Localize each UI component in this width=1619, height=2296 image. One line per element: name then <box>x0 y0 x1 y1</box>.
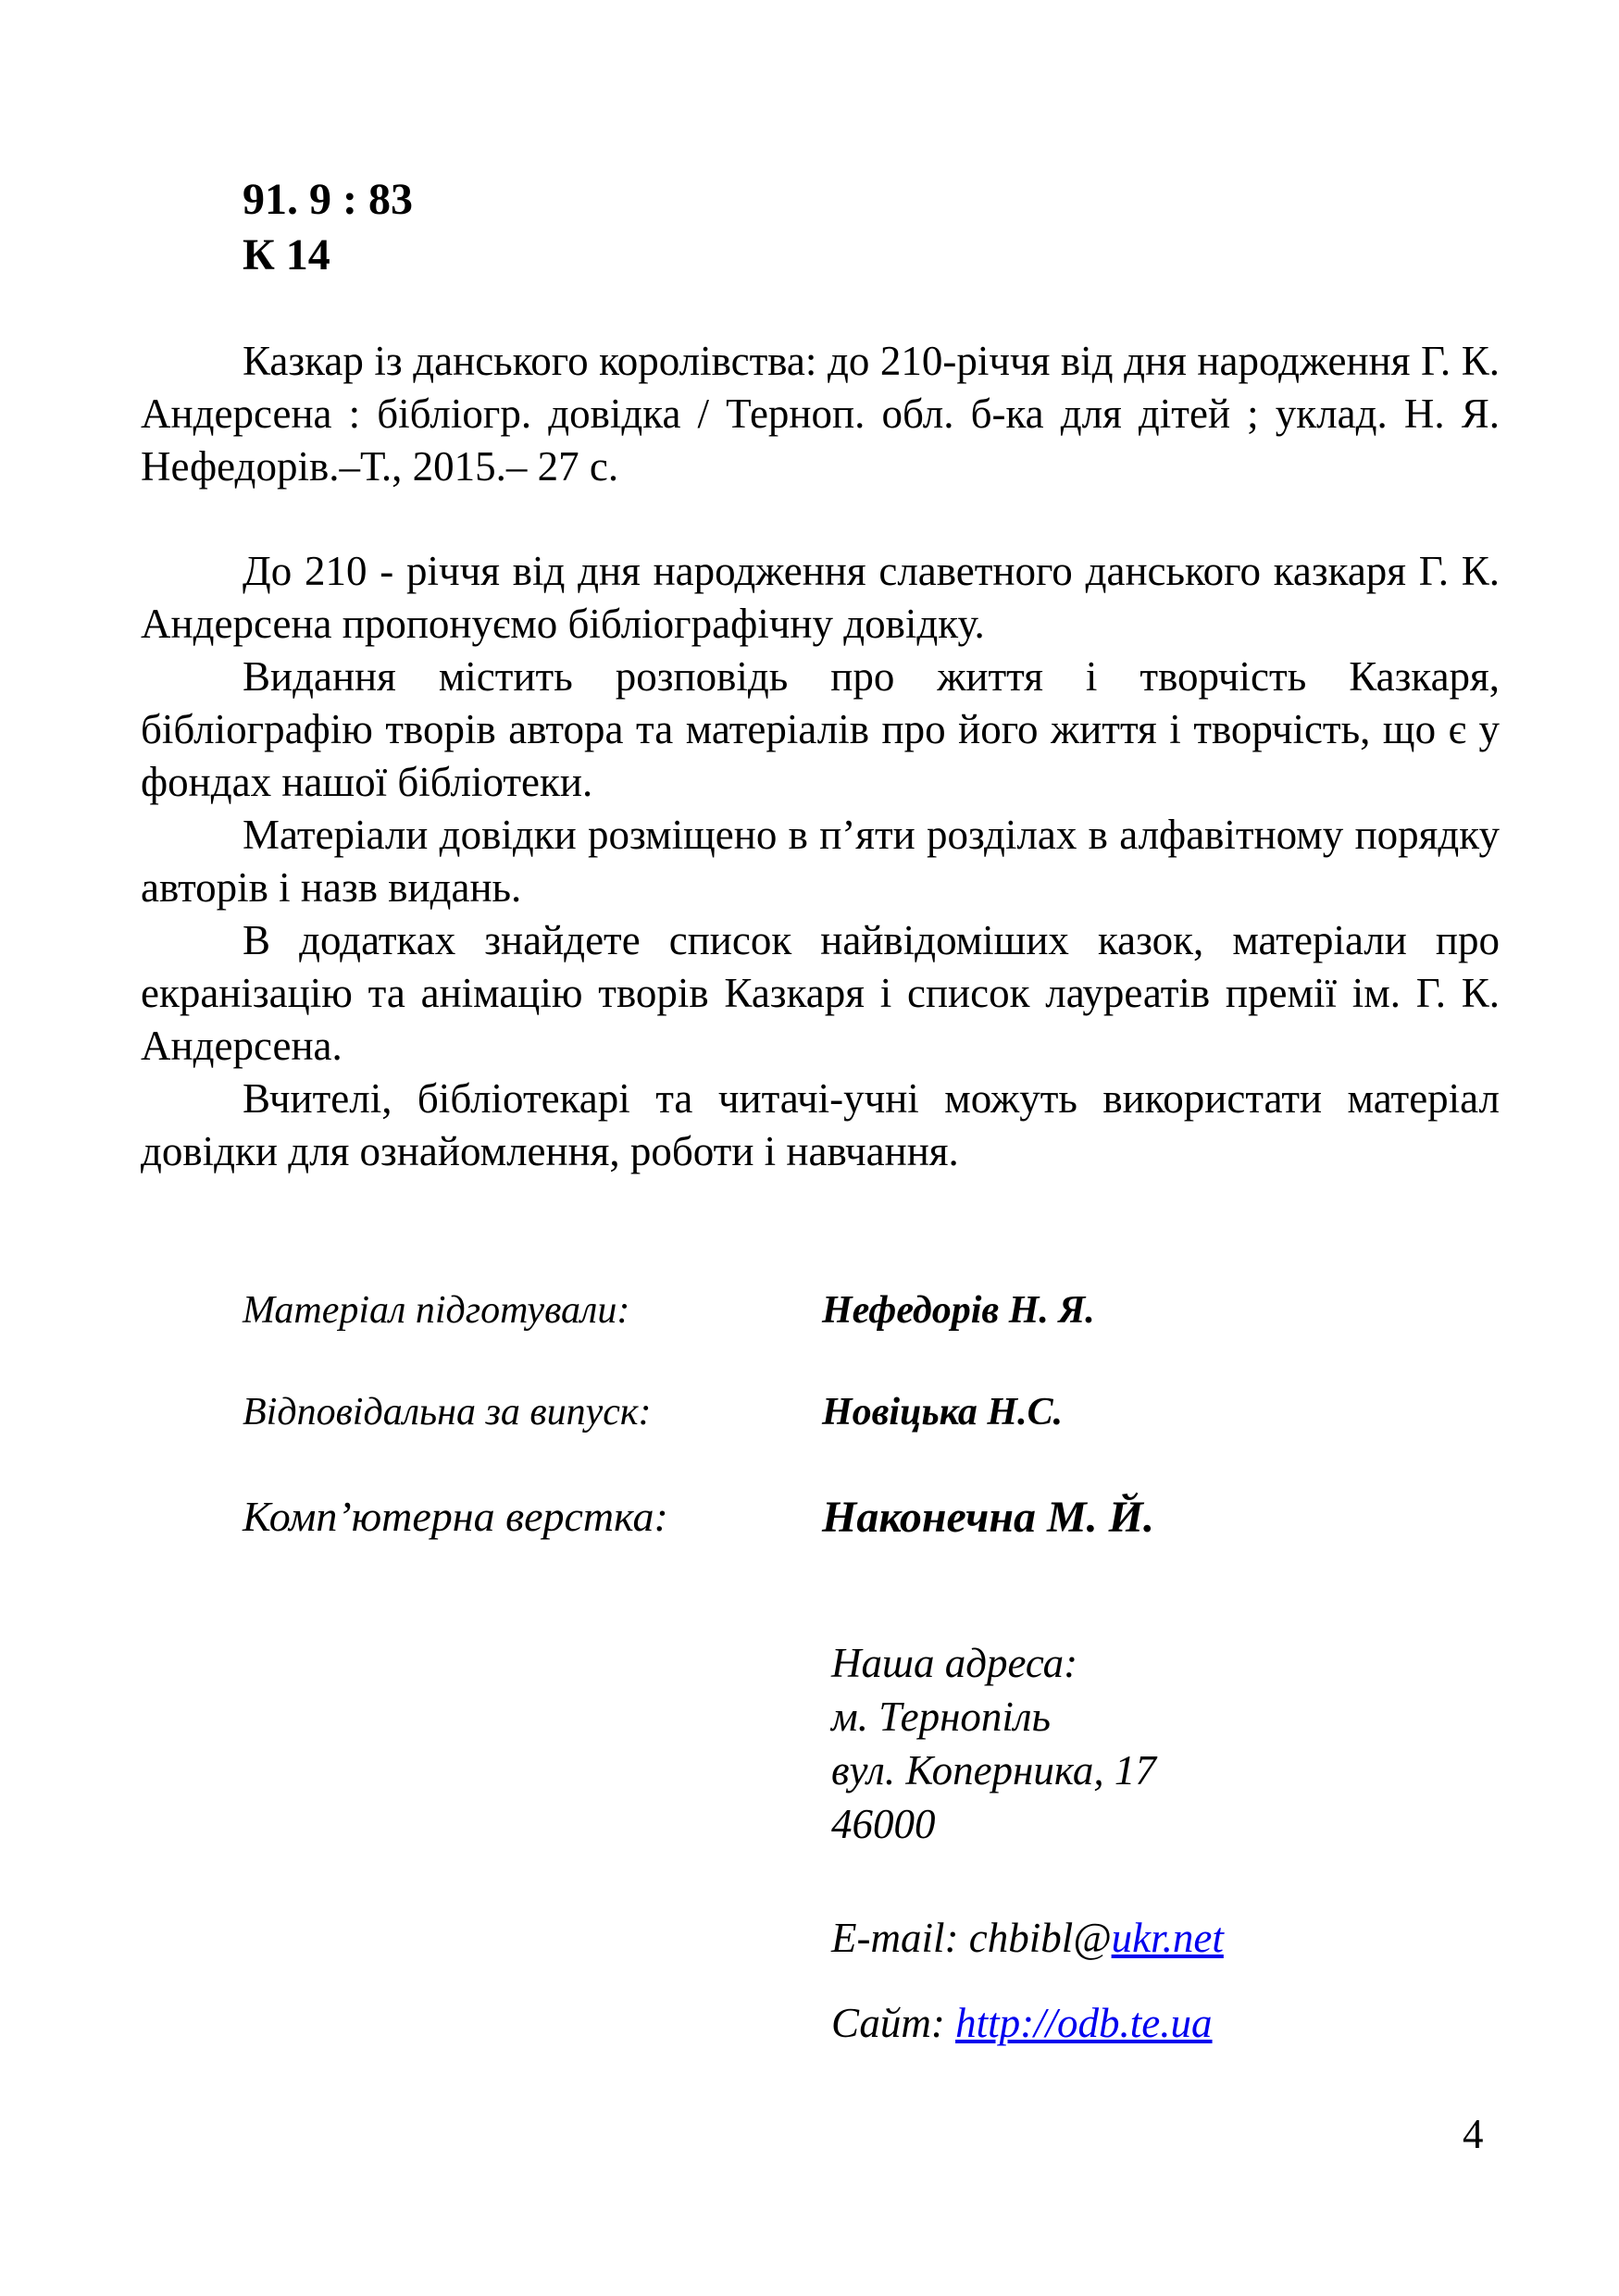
credit-label: Матеріал підготували: <box>243 1289 630 1332</box>
page-number: 4 <box>1463 2111 1484 2157</box>
bibliographic-record <box>141 335 1500 493</box>
annotation-text <box>141 545 1500 1178</box>
author-mark: К 14 <box>243 230 330 279</box>
paragraph: До 210 - річчя від дня народження славетного данського казкаря Г. К. Андерсена пропонуємо бібліографічну довідку. <box>141 548 1500 647</box>
address-city: м. Тернопіль <box>831 1694 1052 1740</box>
email-label: E-mail: <box>831 1915 969 1961</box>
credit-label: Відповідальна за випуск: <box>243 1391 652 1433</box>
site-label: Сайт: <box>831 2000 956 2046</box>
udc-code: 91. 9 : 83 <box>243 175 413 224</box>
email-domain-link[interactable]: ukr.net <box>1111 1915 1224 1961</box>
credit-layout <box>243 1492 1538 1547</box>
paragraph: В додатках знайдете список найвідоміших казок, матеріали про екранізацію та анімацію творів Казкаря і список лауреатів премії ім. Г. К. Андерсена. <box>141 917 1500 1069</box>
site-link[interactable]: http://odb.te.ua <box>955 2000 1213 2046</box>
paragraph: Вчителі, бібліотекарі та читачі-учні можуть використати матеріал довідки для ознайомлення, роботи і навчання. <box>141 1075 1500 1174</box>
site-line <box>831 1999 1213 2047</box>
address-street: вул. Коперника, 17 <box>831 1747 1156 1793</box>
credit-prepared-by <box>243 1288 1538 1344</box>
bibliographic-record-text: Казкар із данського королівства: до 210-річчя від дня народження Г. К. Андерсена : бібліогр. довідка / Терноп. обл. б-ка для дітей ; уклад. Н. Я. Нефедорів.–Т., 2015.– 27 с. <box>141 338 1500 490</box>
email-line <box>831 1914 1224 1962</box>
credit-label: Комп’ютерна верстка: <box>243 1493 668 1540</box>
credit-value: Новіцька Н.С. <box>822 1391 1064 1433</box>
address-block <box>831 1636 1156 1851</box>
paragraph: Видання містить розповідь про життя і творчість Казкаря, бібліографію творів автора та матеріалів про його життя і творчість, що є у фондах нашої бібліотеки. <box>141 653 1500 805</box>
credit-value: Нефедорів Н. Я. <box>822 1289 1095 1332</box>
udc-classification <box>243 172 413 283</box>
address-heading: Наша адреса: <box>831 1640 1078 1686</box>
credit-value: Наконечна М. Й. <box>822 1493 1155 1542</box>
credit-responsible <box>243 1390 1538 1446</box>
paragraph: Матеріали довідки розміщено в п’яти розділах в алфавітному порядку авторів і назв видань. <box>141 812 1500 911</box>
address-postcode: 46000 <box>831 1801 936 1847</box>
email-user: chbibl@ <box>968 1915 1112 1961</box>
